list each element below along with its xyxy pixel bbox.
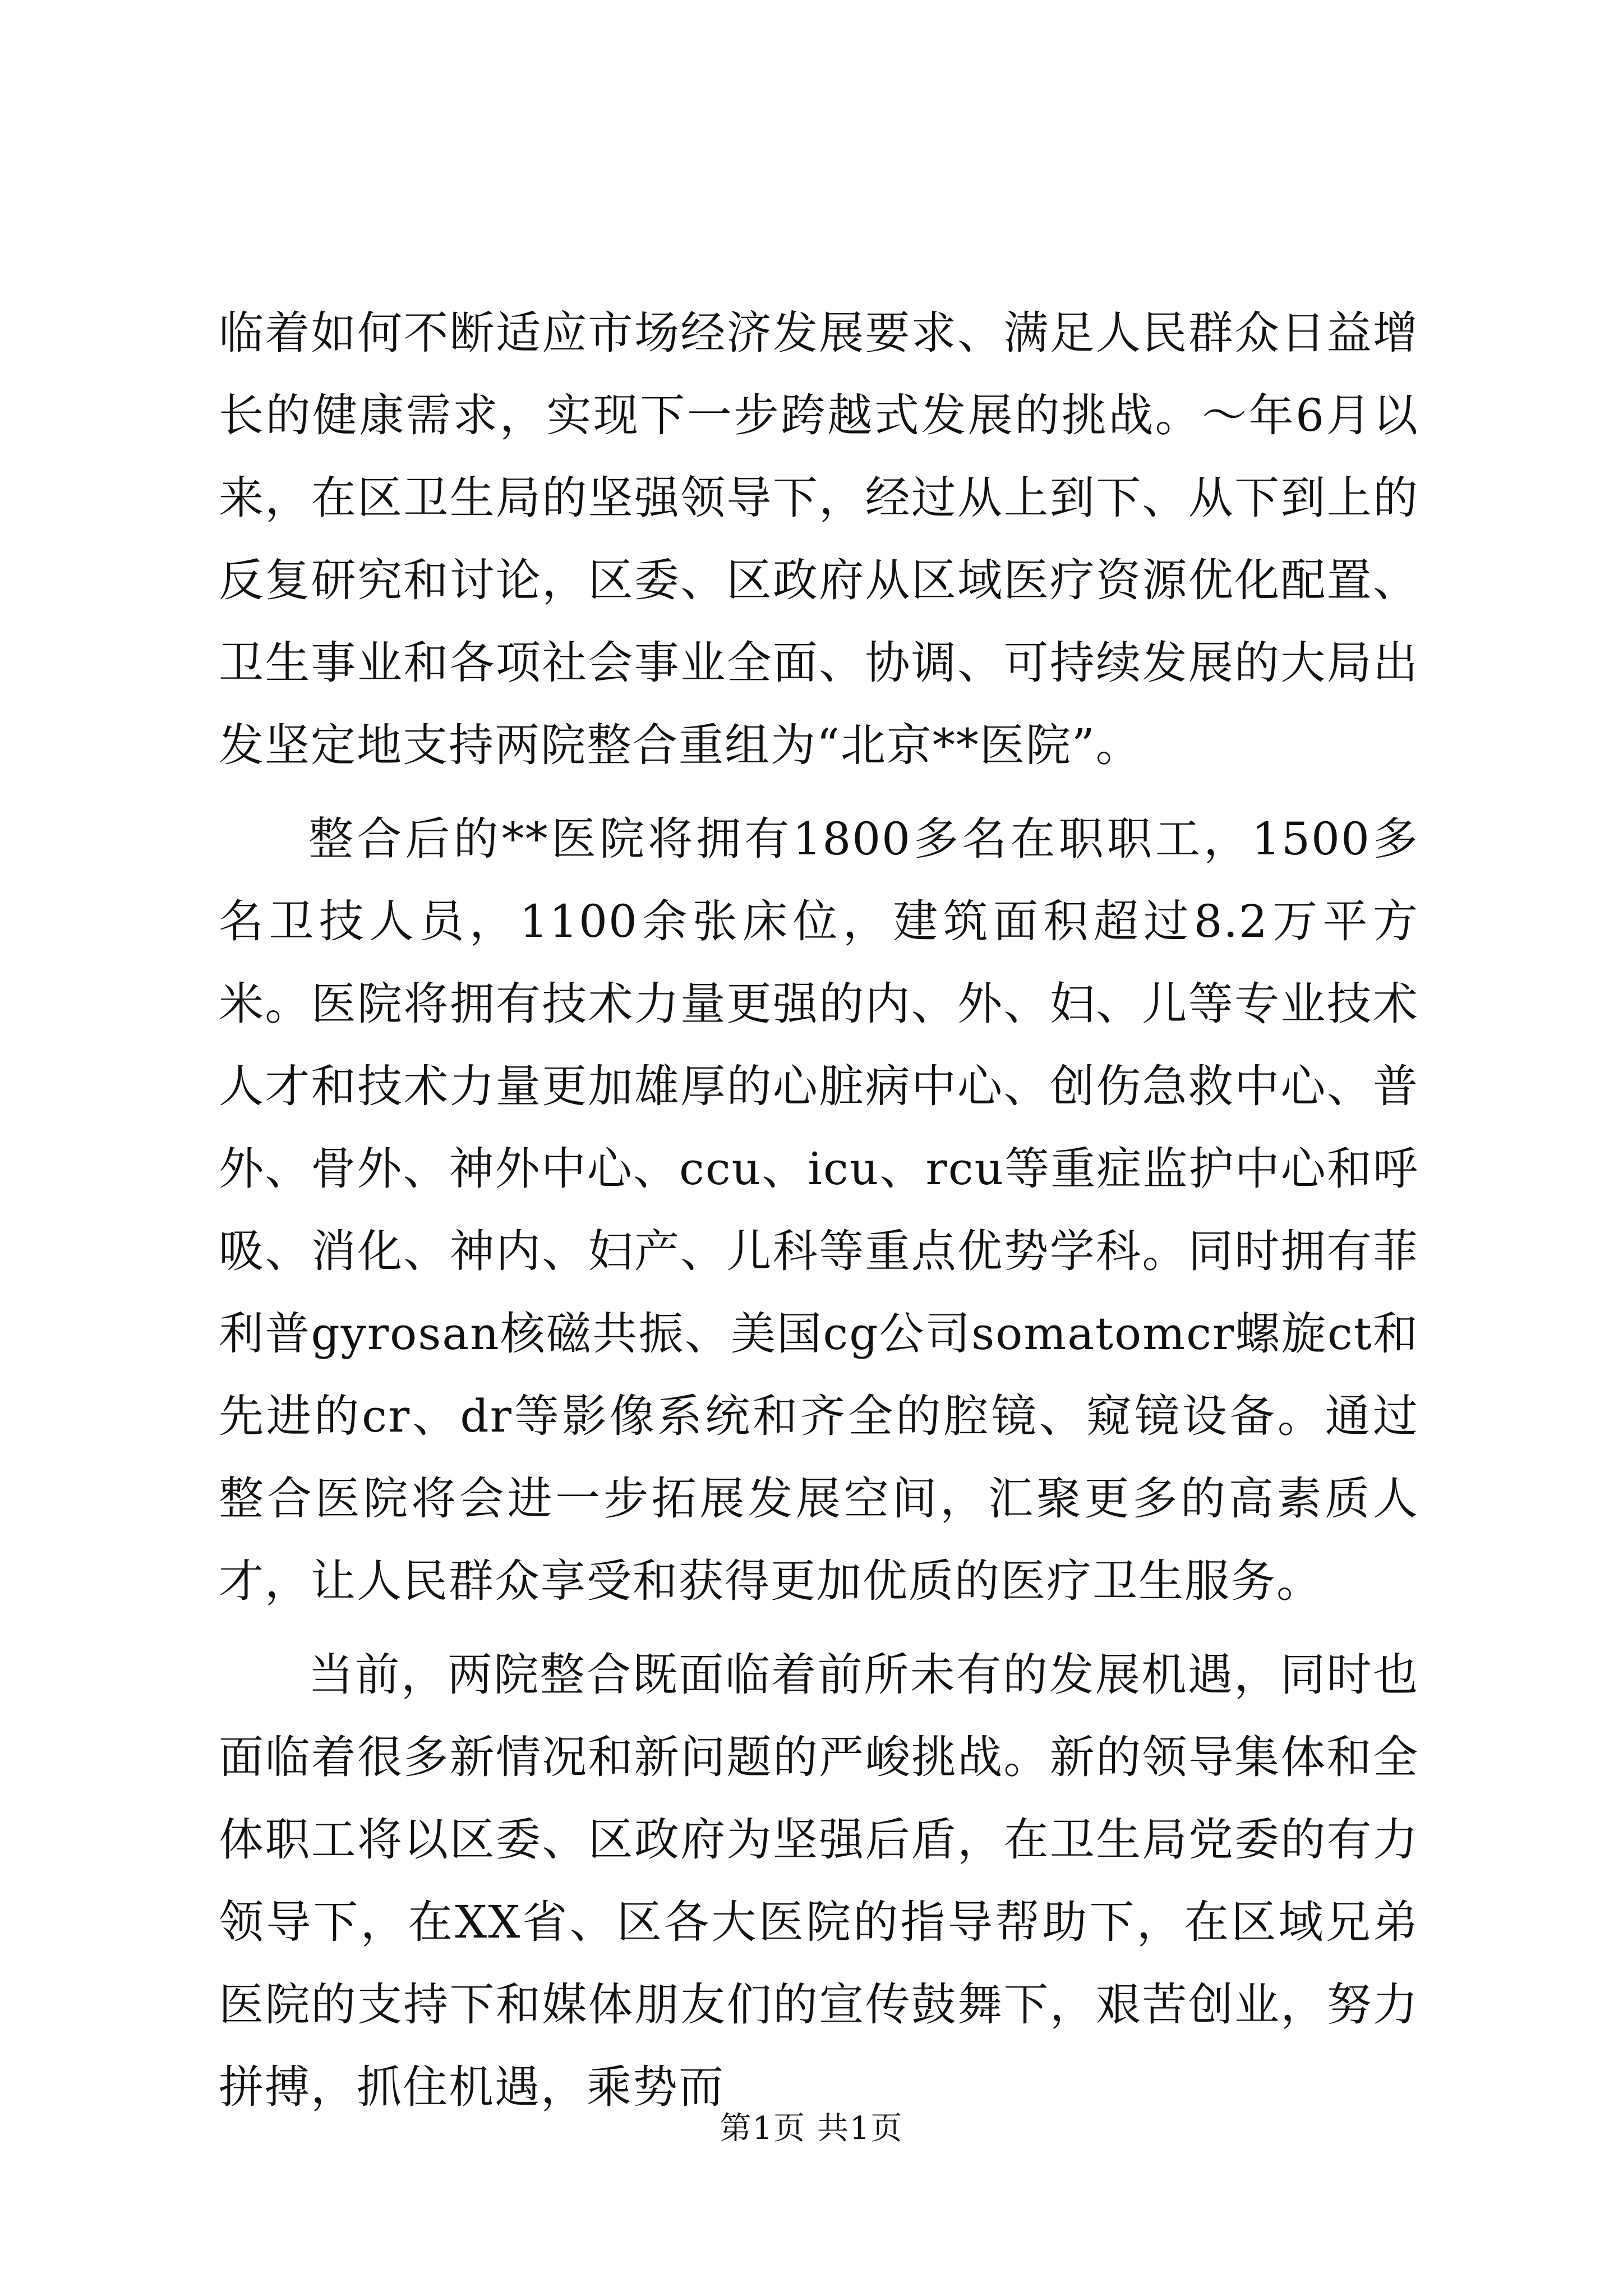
paragraph-3: 当前，两院整合既面临着前所未有的发展机遇，同时也面临着很多新情况和新问题的严峻挑战。新的领导集体和全体职工将以区委、区政府为坚强后盾，在卫生局党委的有力领导下，在XX省、区各大医院的指导帮助下，在区域兄弟医院的支持下和媒体朋友们的宣传鼓舞下，艰苦创业，努力拼搏，抓住机遇，乘势而	[219, 1649, 1419, 2113]
paragraph-2: 整合后的**医院将拥有1800多名在职职工，1500多名卫技人员，1100余张床位，建筑面积超过8.2万平方米。医院将拥有技术力量更强的内、外、妇、儿等专业技术人才和技术力量更加雄厚的心脏病中心、创伤急救中心、普外、骨外、神外中心、ccu、icu、rcu等重症监护中心和呼吸、消化、神内、妇产、儿科等重点优势学科。同时拥有菲利普gyrosan核磁共振、美国cg公司somatomcr螺旋ct和先进的cr、dr等影像系统和齐全的腔镜、窥镜设备。通过整合医院将会进一步拓展发展空间，汇聚更多的高素质人才，让人民群众享受和获得更加优质的医疗卫生服务。	[219, 813, 1419, 1607]
page-footer: 第1页 共1页	[720, 2110, 903, 2147]
paragraph-1: 临着如何不断适应市场经济发展要求、满足人民群众日益增长的健康需求，实现下一步跨越式发展的挑战。～年6月以来，在区卫生局的坚强领导下，经过从上到下、从下到上的反复研究和讨论，区委、区政府从区域医疗资源优化配置、卫生事业和各项社会事业全面、协调、可持续发展的大局出发坚定地支持两院整合重组为“北京**医院”。	[219, 307, 1419, 771]
document-body	[219, 292, 1419, 2139]
